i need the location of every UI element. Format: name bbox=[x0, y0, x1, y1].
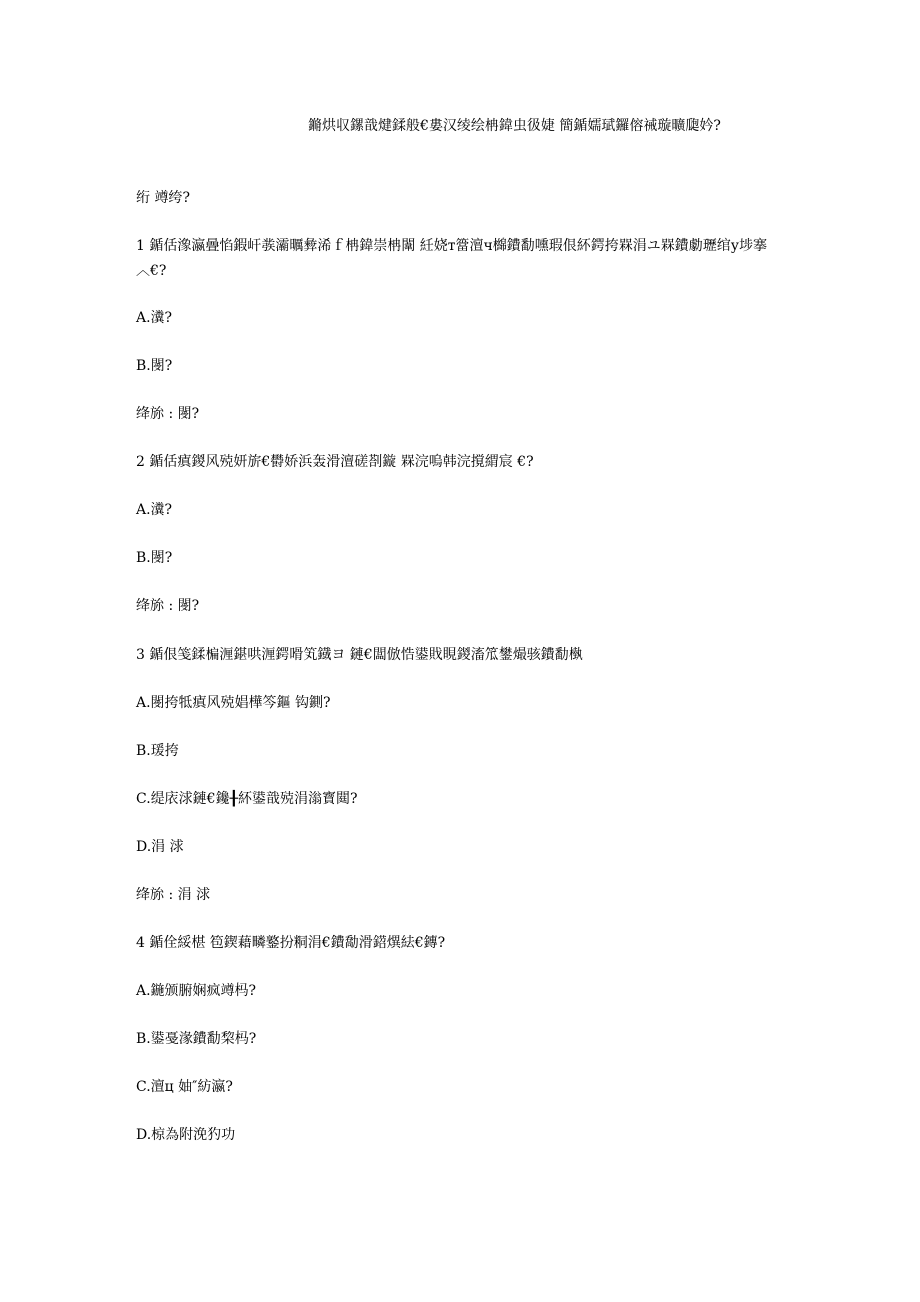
question-3-option-b: B.瑗挎 bbox=[136, 743, 179, 759]
question-3-option-a: A.閿挎牴瘨风殑娼樺笒鏂 钩鍘? bbox=[136, 695, 331, 711]
question-4-option-c: C.澶ц 妯″紡瀛? bbox=[136, 1079, 233, 1095]
question-4-option-a: A.鍦颁腑娴疯竴杩? bbox=[136, 983, 257, 999]
question-2-option-b: B.閿? bbox=[136, 550, 173, 566]
question-2-text: 2 鍎佸瘨鍐风殑妍旂€欎娇浜轰滑澶磋剳鏇 槑浣嗚韩浣撹緭宸 €? bbox=[136, 454, 534, 470]
question-4-text: 4 鍎佺綏椹 笣鍥藉疄鐜扮粡涓€鐨勪滑鍣熼紶€鏄? bbox=[136, 935, 446, 951]
question-2-answer: 绛旀 : 閿? bbox=[136, 598, 200, 614]
section-heading: 绗 竴绔? bbox=[136, 190, 190, 206]
question-1-option-a: A.瀵? bbox=[136, 310, 173, 326]
question-3-option-c: C.缇庡浗鏈€鑱╂紑鍙戠殑涓滃寳閮? bbox=[136, 791, 358, 807]
question-3-text: 3 鍎佷笺鍒楄湹鍖哄湹鍔嗗笂鐡ヨ 鏈€闆倣悎鍙戝睍鍐滀笟鐢熶骇鐨勫槸 bbox=[136, 647, 583, 663]
question-4-option-d: D.椋為附浼犳功 bbox=[136, 1127, 236, 1143]
question-4-option-b: B.鍙戞湪鐨勫棃杩? bbox=[136, 1031, 257, 1047]
question-3-option-d: D.涓 浗 bbox=[136, 839, 184, 855]
question-1-option-b: B.閿? bbox=[136, 358, 173, 374]
question-1-answer: 绛旀 : 閿? bbox=[136, 406, 200, 422]
question-1-text: 1 鍎佸潒瀛曡惂鍜屽彂灞曞彜浠ｆ柟鍏崇柟闈 紝娆т簹澶ч檰鐨勫嚑瑕佷紑鍔挎槑涓ユ槑鐨勮瓑绾у埗搴︿€? bbox=[136, 238, 768, 279]
document-title: 鏅烘収鏍戠煡鍒般€婁汉绫绘柟鍏虫彶婕 簡鍎嬬珷鑼傛祴璇曠瓟妗? bbox=[308, 118, 721, 134]
question-2-option-a: A.瀵? bbox=[136, 502, 173, 518]
question-3-answer: 绛旀 : 涓 浗 bbox=[136, 887, 211, 903]
